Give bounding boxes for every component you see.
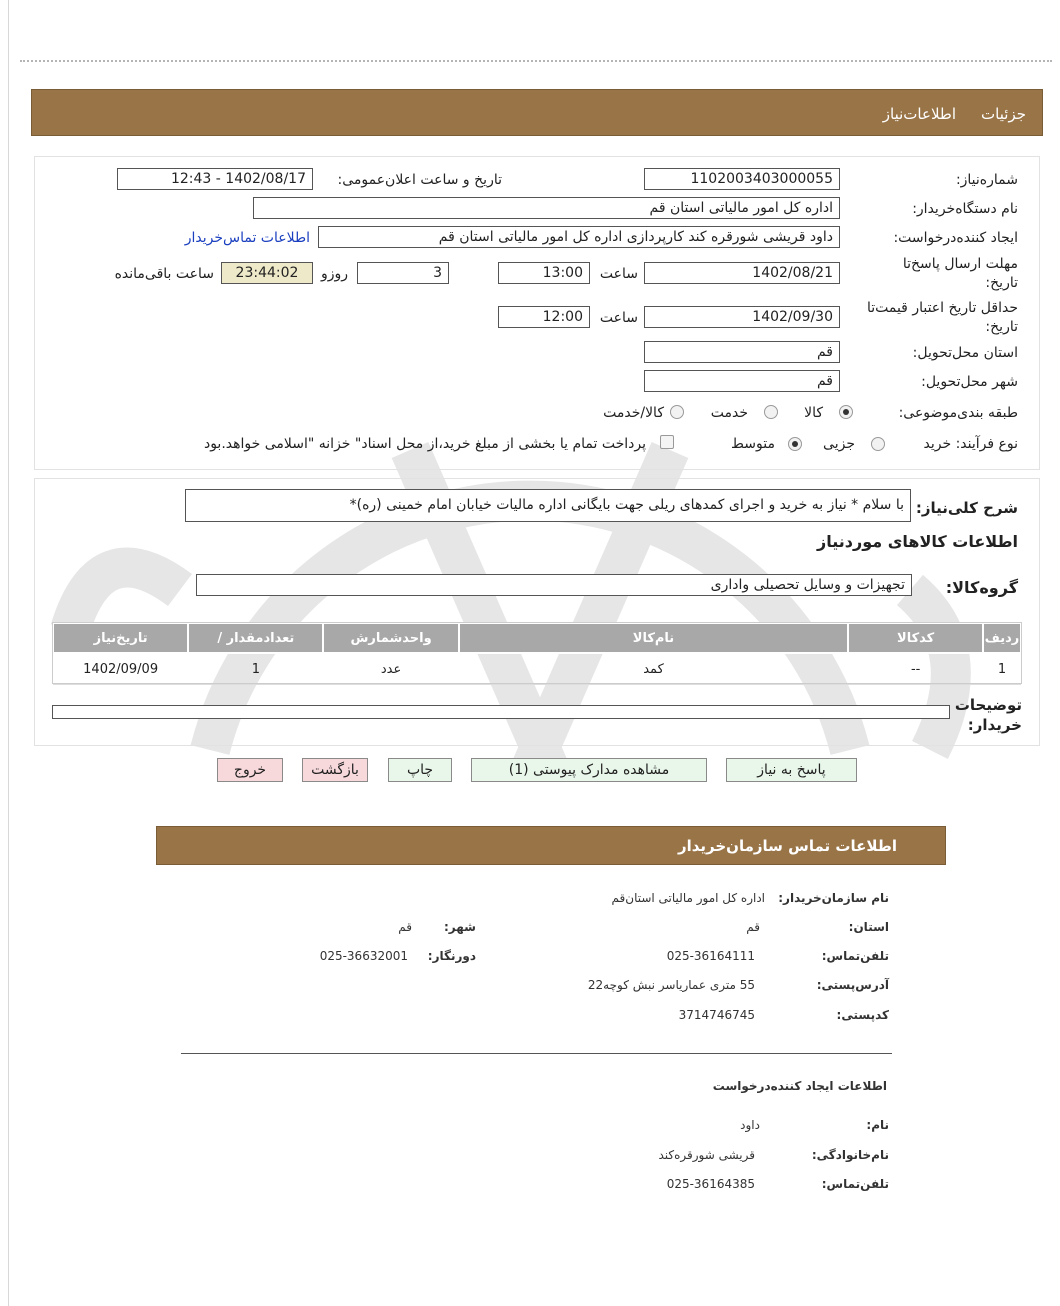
validity-date-field: 1402/09/30 bbox=[644, 306, 840, 328]
reply-to-need-button[interactable]: پاسخ به نیاز bbox=[726, 758, 857, 782]
contact-org-label: نام سازمان‌خریدار: bbox=[778, 891, 889, 905]
category-goods-service-radio[interactable] bbox=[670, 405, 684, 419]
goods-group-field: تجهیزات و وسایل تحصیلی واداری bbox=[196, 574, 912, 596]
buyer-org-label: نام دستگاه‌خریدار: bbox=[912, 201, 1018, 217]
category-label: طبقه بندی‌موضوعی: bbox=[898, 405, 1018, 421]
top-dotted-divider bbox=[20, 60, 1052, 62]
creator-label: ایجاد کننده‌درخواست: bbox=[893, 230, 1018, 246]
deadline-label-1: مهلت ارسال پاسخ‌تا bbox=[902, 256, 1018, 272]
contact-city-label: شهر: bbox=[444, 920, 476, 934]
buyer-org-field: اداره کل امور مالیاتی استان قم bbox=[253, 197, 840, 219]
col-code-header: کدکالا bbox=[848, 623, 983, 653]
contact-fax-label: دورنگار: bbox=[427, 949, 476, 963]
deadline-time-field: 13:00 bbox=[498, 262, 590, 284]
process-medium-label: متوسط bbox=[731, 436, 775, 452]
validity-time-field: 12:00 bbox=[498, 306, 590, 328]
process-partial-radio[interactable] bbox=[871, 437, 885, 451]
contact-address-label: آدرس‌پستی: bbox=[816, 978, 889, 992]
creator-field: داود قریشی شورقره کند کارپردازی اداره کل امور مالیاتی استان قم bbox=[318, 226, 840, 248]
need-number-label: شماره‌نیاز: bbox=[955, 172, 1018, 188]
province-label: استان محل‌تحویل: bbox=[912, 345, 1018, 361]
tab-details[interactable]: جزئیات bbox=[981, 105, 1026, 123]
validity-label-1: حداقل تاریخ اعتبار قیمت‌تا bbox=[866, 300, 1018, 316]
contact-postal-value: 3714746745 bbox=[678, 1008, 755, 1022]
buyer-notes-field bbox=[52, 705, 950, 719]
process-label: نوع فرآیند: خرید bbox=[923, 436, 1018, 452]
treasury-payment-checkbox[interactable] bbox=[660, 435, 674, 449]
col-date-header: تاریخ‌نیاز bbox=[53, 623, 188, 653]
buyer-notes-label-2: خریدار: bbox=[967, 716, 1022, 734]
category-goods-label: کالا bbox=[804, 405, 823, 421]
creator-family-label: نام‌خانوادگی: bbox=[811, 1148, 889, 1162]
deadline-date-field: 1402/08/21 bbox=[644, 262, 840, 284]
general-desc-label: شرح کلی‌نیاز: bbox=[915, 499, 1018, 517]
treasury-payment-note: پرداخت تمام یا بخشی از مبلغ خرید،از محل اسناد" خزانه "اسلامی خواهد.بود bbox=[203, 436, 646, 452]
contact-postal-label: کدپستی: bbox=[836, 1008, 889, 1022]
deadline-time-label: ساعت bbox=[599, 266, 638, 282]
creator-phone-value: 025-36164385 bbox=[666, 1177, 755, 1191]
category-service-radio[interactable] bbox=[764, 405, 778, 419]
need-date-cell: 1402/09/09 bbox=[53, 653, 188, 685]
province-field: قم bbox=[644, 341, 840, 363]
contact-province-label: استان: bbox=[848, 920, 889, 934]
days-field: 3 bbox=[357, 262, 449, 284]
remaining-label: ساعت باقی‌مانده bbox=[114, 266, 214, 282]
contact-phone-label: تلفن‌تماس: bbox=[821, 949, 889, 963]
remaining-time-field: 23:44:02 bbox=[221, 262, 313, 284]
validity-label-2: تاریخ: bbox=[985, 319, 1018, 335]
quantity-cell: 1 bbox=[188, 653, 323, 685]
creator-name-label: نام: bbox=[866, 1118, 889, 1132]
creator-phone-label: تلفن‌تماس: bbox=[821, 1177, 889, 1191]
days-label: روزو bbox=[320, 266, 348, 282]
creator-name-value: داود bbox=[740, 1118, 760, 1132]
unit-cell: عدد bbox=[323, 653, 458, 685]
contact-fax-value: 025-36632001 bbox=[319, 949, 408, 963]
process-partial-label: جزیی bbox=[823, 436, 855, 452]
need-info-header bbox=[31, 89, 1043, 136]
col-name-header: نام‌کالا bbox=[459, 623, 849, 653]
city-label: شهر محل‌تحویل: bbox=[921, 374, 1018, 390]
contact-info-header bbox=[156, 826, 946, 865]
exit-button[interactable]: خروج bbox=[217, 758, 283, 782]
announce-field: 1402/08/17 - 12:43 bbox=[117, 168, 313, 190]
deadline-label-2: تاریخ: bbox=[985, 275, 1018, 291]
process-medium-radio[interactable] bbox=[788, 437, 802, 451]
goods-name-cell: کمد bbox=[459, 653, 849, 685]
category-goods-service-label: کالا/خدمت bbox=[603, 405, 664, 421]
city-field: قم bbox=[644, 370, 840, 392]
buyer-contact-link[interactable]: اطلاعات تماس‌خریدار bbox=[184, 230, 310, 246]
contact-org-value: اداره کل امور مالیاتی استان‌قم bbox=[611, 891, 765, 905]
goods-info-title: اطلاعات کالاهای موردنیاز bbox=[817, 532, 1018, 551]
category-service-label: خدمت bbox=[710, 405, 748, 421]
general-desc-field: با سلام * نیاز به خرید و اجرای کمدهای ریلی جهت بایگانی اداره مالیات خیابان امام خمینی (ره)* bbox=[185, 489, 911, 522]
col-unit-header: واحدشمارش bbox=[323, 623, 458, 653]
contact-divider bbox=[181, 1053, 892, 1054]
contact-city-value: قم bbox=[398, 920, 412, 934]
need-number-field: 1102003403000055 bbox=[644, 168, 840, 190]
creator-info-title: اطلاعات ایجاد کننده‌درخواست bbox=[712, 1079, 887, 1093]
contact-phone-value: 025-36164111 bbox=[666, 949, 755, 963]
category-goods-radio[interactable] bbox=[839, 405, 853, 419]
buyer-notes-label-1: توضیحات bbox=[954, 696, 1022, 714]
back-button[interactable]: بازگشت bbox=[302, 758, 368, 782]
goods-group-label: گروه‌کالا: bbox=[945, 578, 1018, 597]
left-border-line bbox=[8, 0, 9, 1306]
creator-family-value: قریشی شورقره‌کند bbox=[658, 1148, 755, 1162]
col-row-header: ردیف bbox=[983, 623, 1021, 653]
contact-province-value: قم bbox=[746, 920, 760, 934]
row-number-cell: 1 bbox=[983, 653, 1021, 685]
contact-info-title: اطلاعات تماس سازمان‌خریدار bbox=[677, 837, 897, 855]
col-qty-header: تعدادمقدار / bbox=[188, 623, 323, 653]
view-attachments-button[interactable]: مشاهده مدارک پیوستی (1) bbox=[471, 758, 707, 782]
tab-need-info[interactable]: اطلاعات‌نیاز bbox=[882, 105, 956, 123]
announce-label: تاریخ و ساعت اعلان‌عمومی: bbox=[337, 172, 502, 188]
goods-code-cell: -- bbox=[848, 653, 983, 685]
goods-table-frame bbox=[52, 622, 1022, 684]
print-button[interactable]: چاپ bbox=[388, 758, 452, 782]
validity-time-label: ساعت bbox=[599, 310, 638, 326]
contact-address-value: 55 متری عمارياسر نبش کوچه22 bbox=[587, 978, 755, 992]
